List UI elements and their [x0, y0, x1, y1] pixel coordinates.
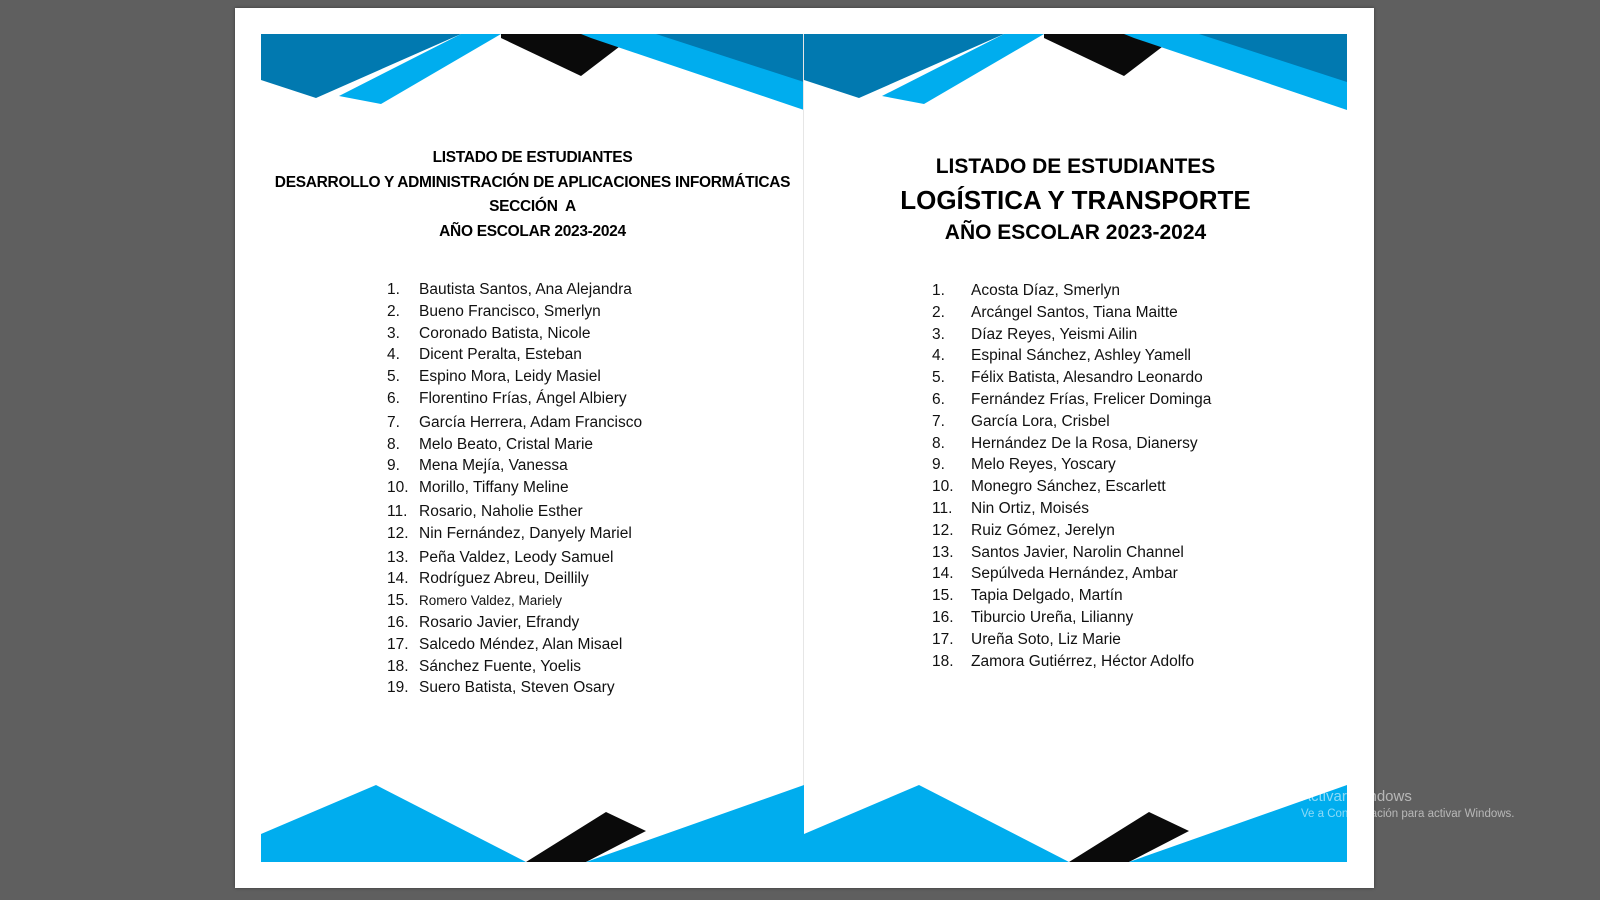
- right-heading-line-1: LISTADO DE ESTUDIANTES: [935, 155, 1216, 178]
- right-heading: [804, 151, 1347, 249]
- right-heading-line-3: AÑO ESCOLAR 2023-2024: [944, 221, 1207, 244]
- footer-banner-right: [804, 785, 1347, 862]
- watermark-title: Activar Windows: [1301, 788, 1412, 805]
- watermark-subtitle: Ve a Configuración para activar Windows.: [1301, 808, 1515, 820]
- header-banner-right: [804, 34, 1347, 110]
- right-heading-line-2: LOGÍSTICA Y TRANSPORTE: [900, 185, 1251, 215]
- document-page: [235, 8, 1374, 888]
- left-heading-line-1: LISTADO DE ESTUDIANTES: [432, 149, 633, 166]
- left-heading-line-2: DESARROLLO Y ADMINISTRACIÓN DE APLICACIONES INFORMÁTICAS: [274, 173, 791, 191]
- left-heading-line-3: SECCIÓN A: [489, 198, 576, 215]
- windows-activation-watermark: [1301, 788, 1515, 822]
- footer-banner-left: [261, 785, 804, 862]
- header-banner-left: [261, 34, 804, 110]
- left-heading: [261, 146, 804, 244]
- left-heading-line-4: AÑO ESCOLAR 2023-2024: [439, 222, 626, 240]
